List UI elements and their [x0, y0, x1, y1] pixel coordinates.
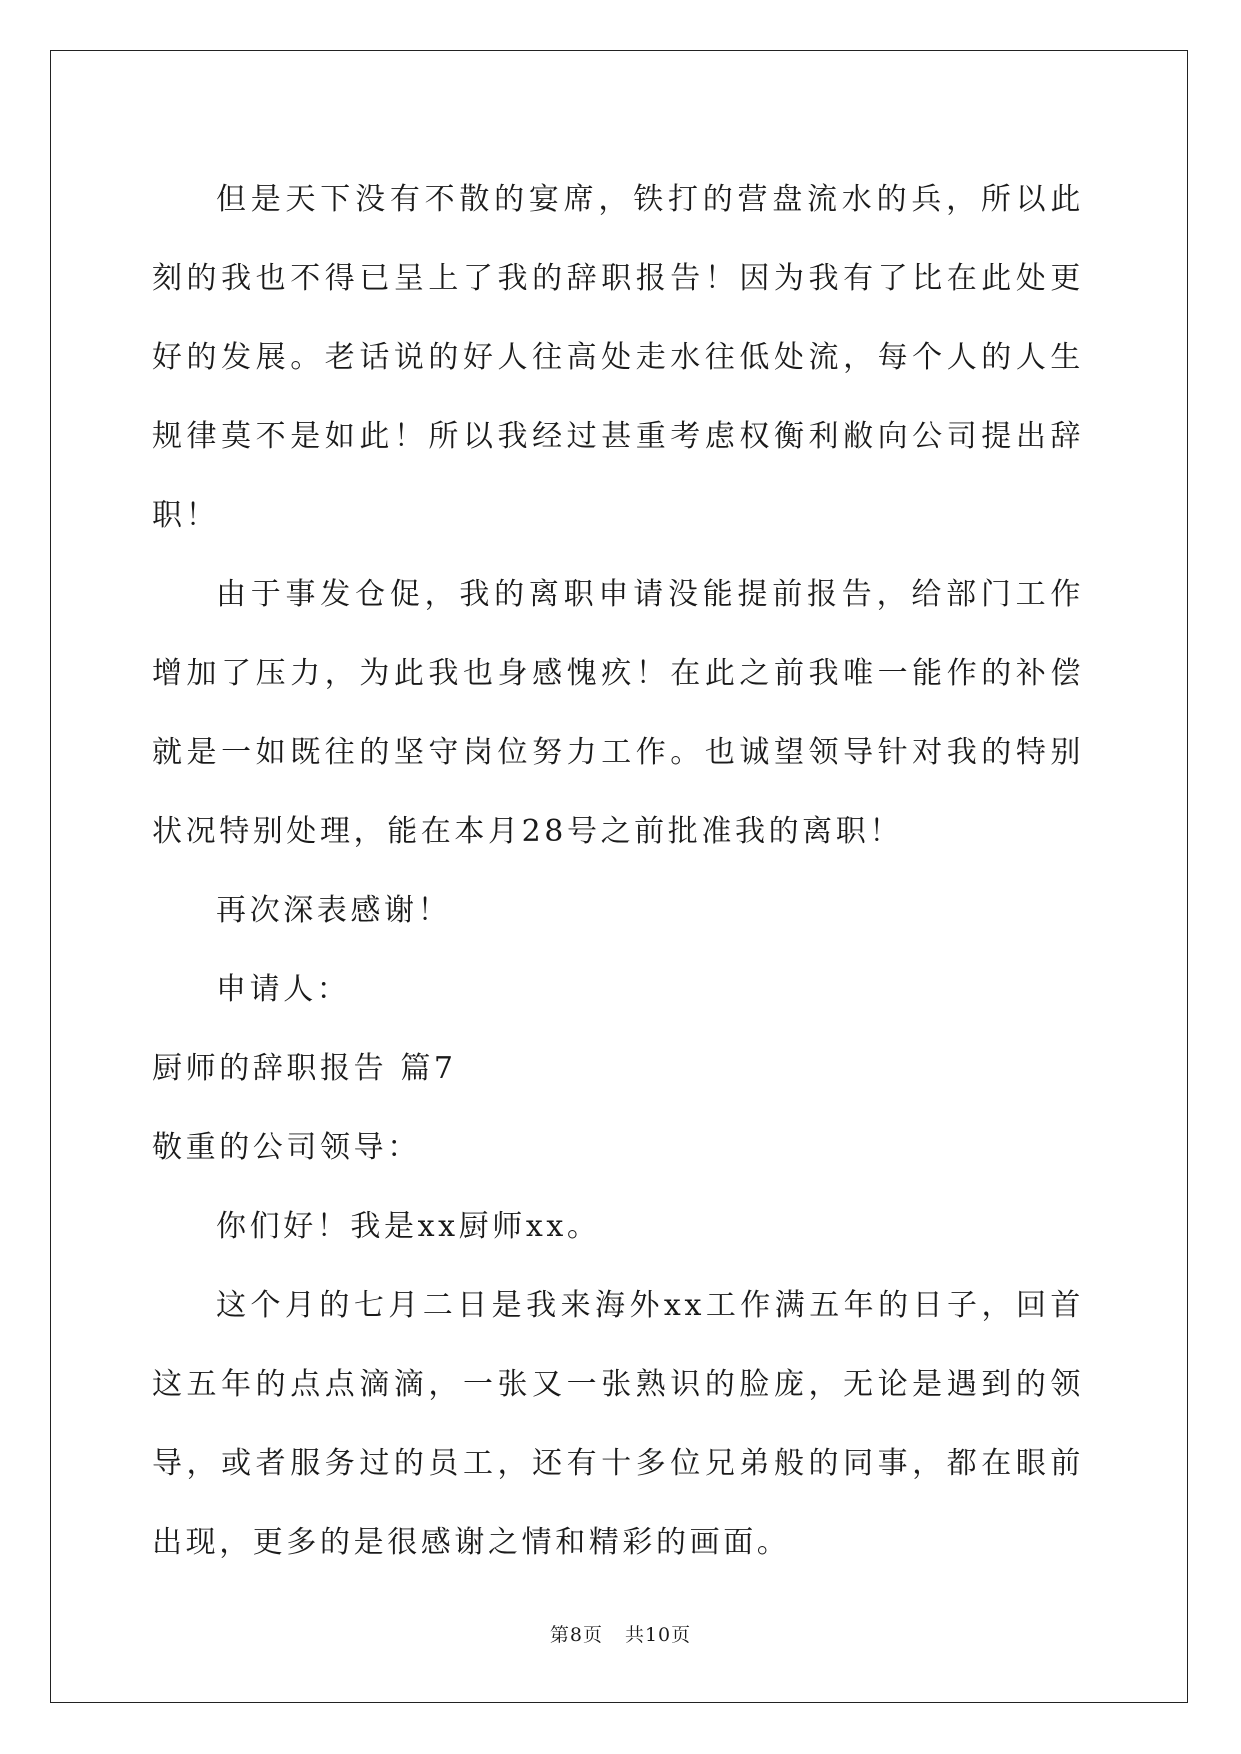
document-body [152, 160, 1084, 1582]
paragraph-apology: 由于事发仓促，我的离职申请没能提前报告，给部门工作增加了压力，为此我也身感愧疚！在此之前我唯一能作的补偿就是一如既往的坚守岗位努力工作。也诚望领导针对我的特别状况特别处理，能在本月28号之前批准我的离职！ [152, 577, 1084, 849]
section-heading: 厨师的辞职报告 篇7 [152, 1051, 457, 1086]
paragraph-greeting: 你们好！我是xx厨师xx。 [216, 1209, 601, 1244]
page-footer [0, 1620, 1241, 1647]
paragraph-applicant: 申请人： [216, 972, 351, 1007]
paragraph-recollection: 这个月的七月二日是我来海外xx工作满五年的日子，回首这五年的点点滴滴，一张又一张熟识的脸庞，无论是遇到的领导，或者服务过的员工，还有十多位兄弟般的同事，都在眼前出现，更多的是很感谢之情和精彩的画面。 [152, 1288, 1084, 1560]
total-pages: 共10页 [624, 1624, 692, 1646]
paragraph-thanks: 再次深表感谢！ [216, 893, 452, 928]
page-number: 第8页 [549, 1624, 603, 1646]
salutation: 敬重的公司领导： [152, 1130, 421, 1165]
paragraph-resignation-reason: 但是天下没有不散的宴席，铁打的营盘流水的兵，所以此刻的我也不得已呈上了我的辞职报告！因为我有了比在此处更好的发展。老话说的好人往高处走水往低处流，每个人的人生规律莫不是如此！所以我经过甚重考虑权衡利敝向公司提出辞职！ [152, 182, 1084, 533]
